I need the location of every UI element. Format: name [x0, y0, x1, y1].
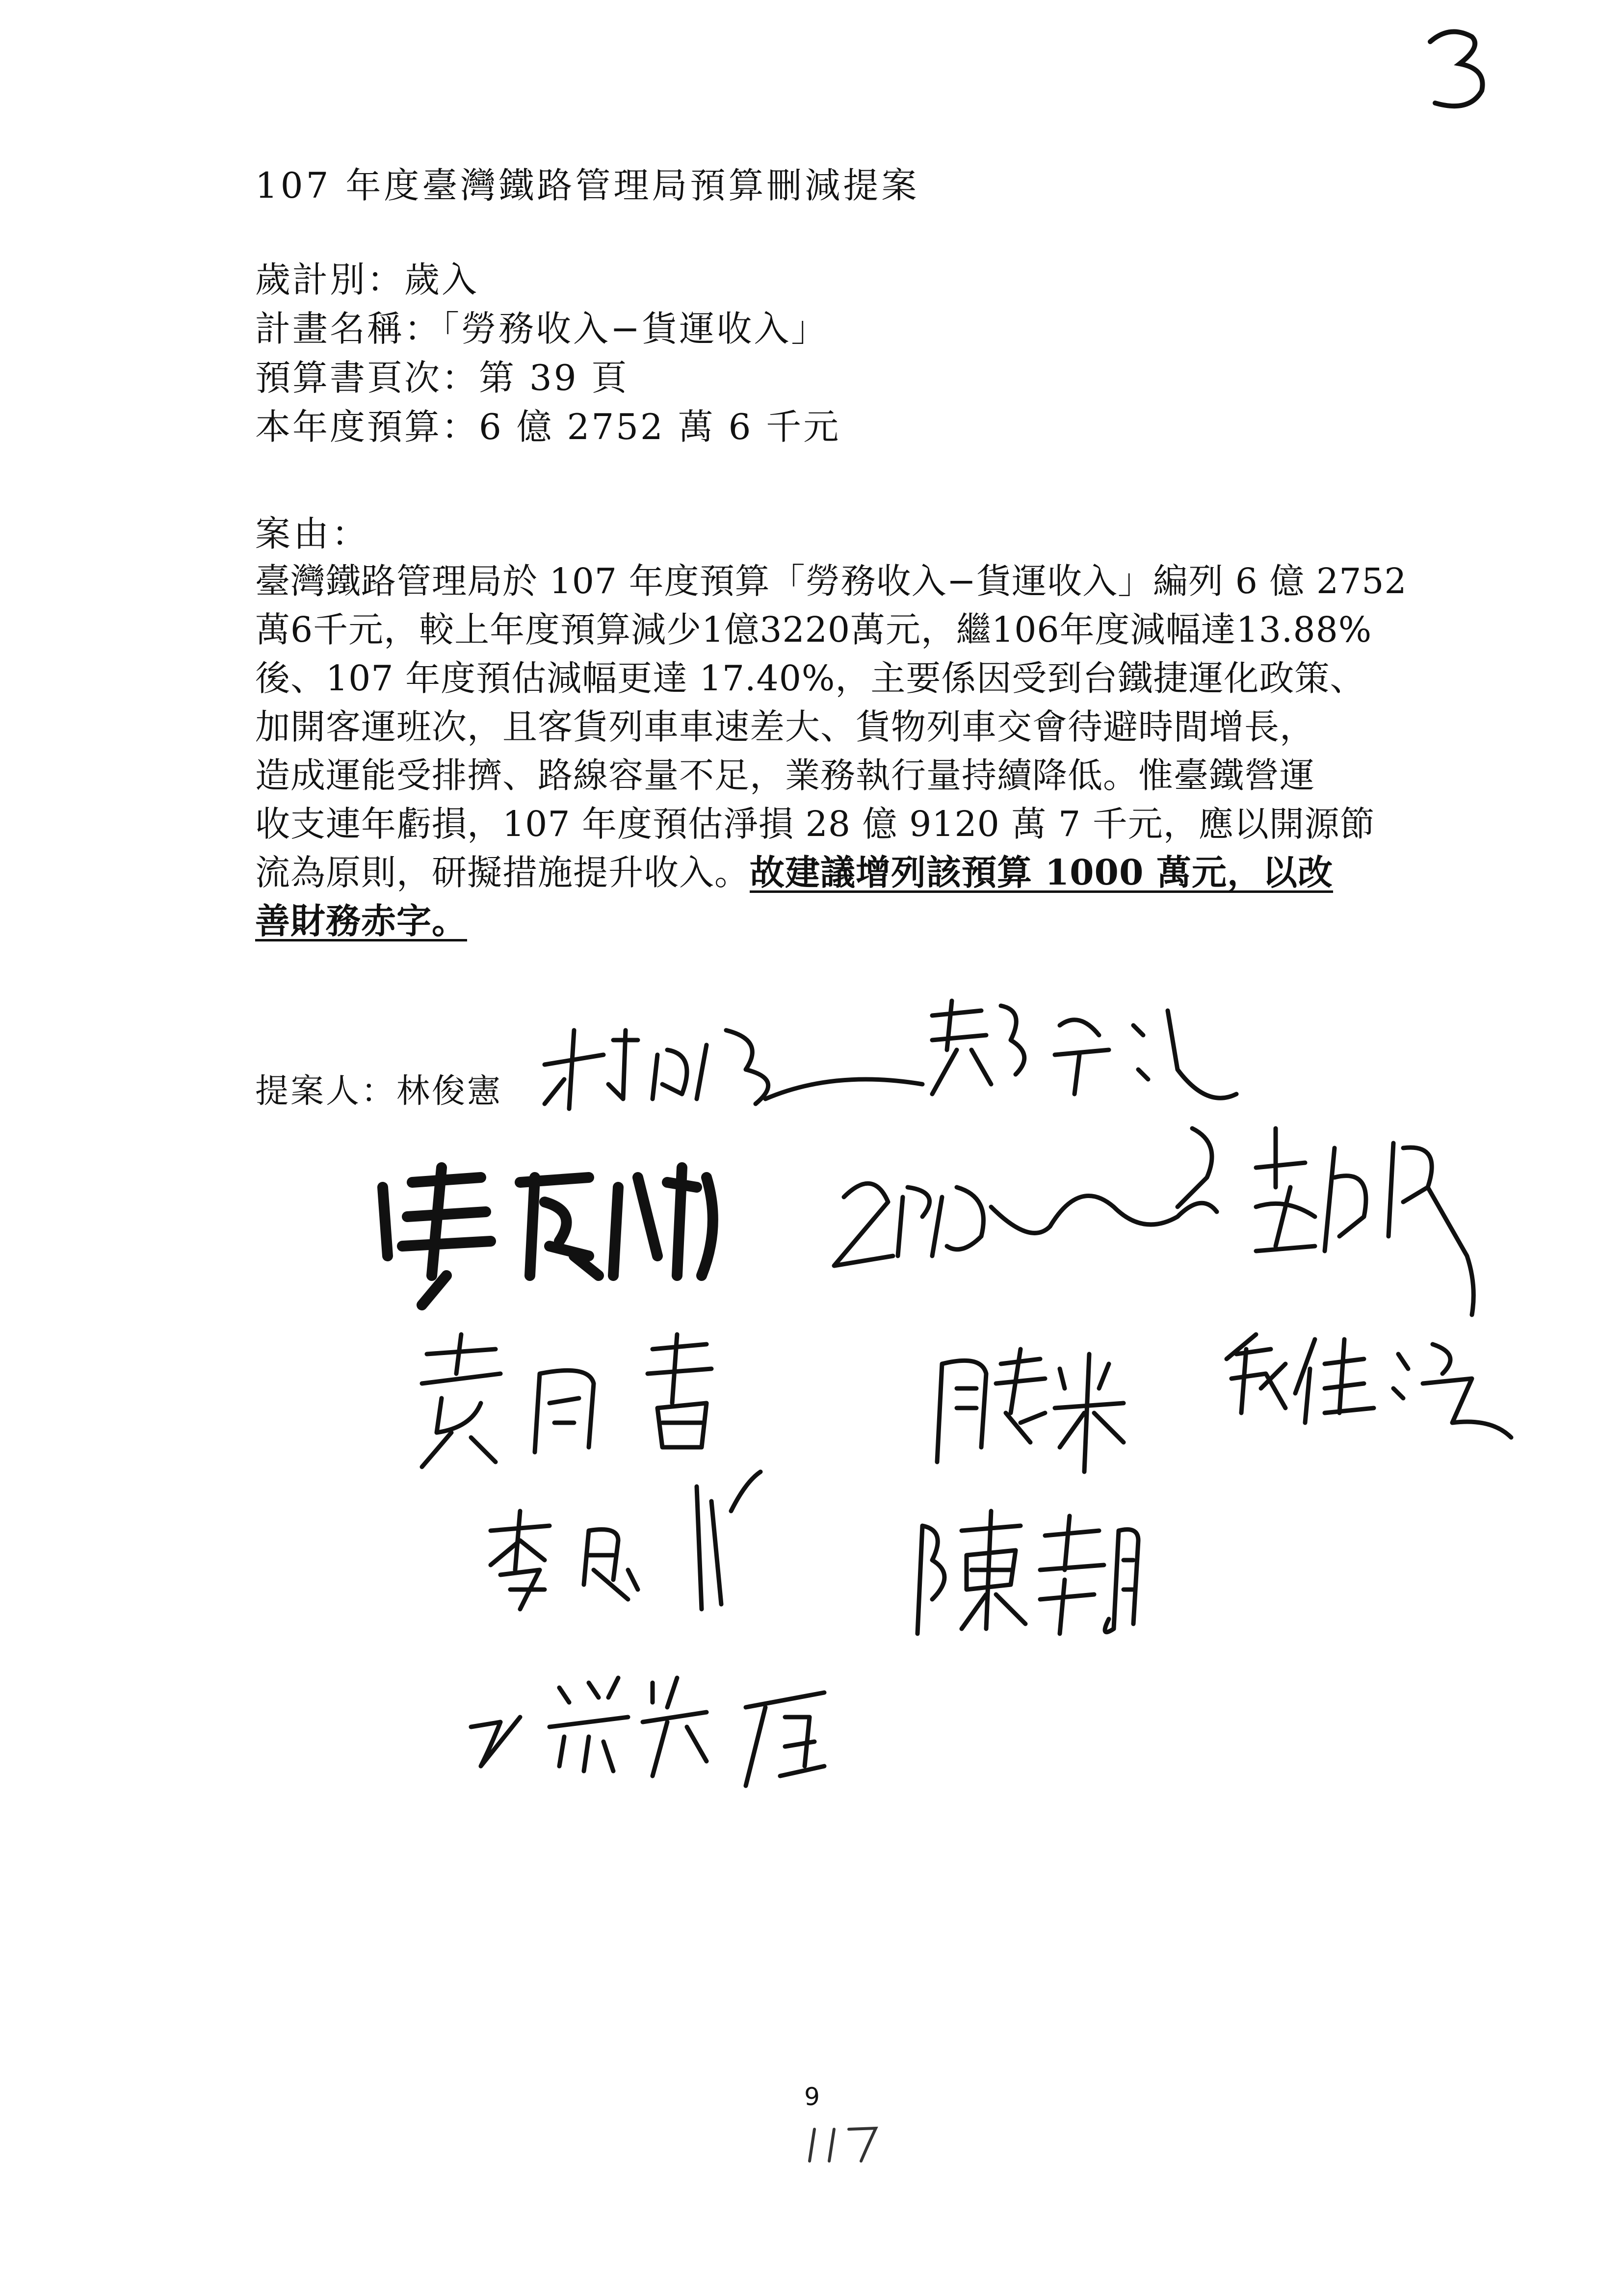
- reason-line: 造成運能受排擠、路線容量不足，業務執行量持續降低。惟臺鐵營運: [255, 755, 1315, 796]
- meta-page-ref: 預算書頁次：第 39 頁: [255, 357, 629, 398]
- signature-mark: [932, 1001, 1236, 1098]
- reason-line-plain: 流為原則，研擬措施提升收入。: [255, 852, 750, 893]
- reason-line: 萬6千元，較上年度預算減少1億3220萬元，繼106年度減幅達13.88%: [255, 609, 1372, 650]
- budget-meta: [255, 255, 840, 451]
- handwritten-page-mark: [1420, 22, 1494, 115]
- signature-mark: [1256, 1128, 1473, 1315]
- proposer-label: 提案人：林俊憲: [255, 1072, 503, 1111]
- signature-mark: [937, 1349, 1124, 1472]
- signature-mark: [1227, 1334, 1511, 1437]
- reason-line: 收支連年虧損，107 年度預估淨損 28 億 9120 萬 7 千元，應以開源節: [255, 804, 1375, 844]
- signature-mark: [834, 1128, 1217, 1266]
- meta-category: 歲計別：歲入: [255, 259, 479, 300]
- reason-line: 臺灣鐵路管理局於 107 年度預算「勞務收入−貨運收入」編列 6 億 2752: [255, 561, 1407, 601]
- reason-label: 案由：: [255, 513, 370, 554]
- signature-mark: [383, 1168, 713, 1305]
- signature-mark: [545, 1030, 922, 1109]
- reason-body: [255, 557, 1407, 945]
- page-number: 9: [804, 2083, 820, 2111]
- signature-mark: [491, 1472, 760, 1609]
- handwritten-stamp-number: [795, 2114, 893, 2173]
- reason-line: [255, 897, 1393, 945]
- reason-emphasis: 善財務赤字。: [255, 900, 468, 941]
- reason-emphasis: 故建議增列該預算 1000 萬元，以改: [750, 852, 1334, 893]
- document-title: 107 年度臺灣鐵路管理局預算刪減提案: [255, 165, 920, 206]
- meta-budget: 本年度預算：6 億 2752 萬 6 千元: [255, 406, 841, 447]
- signature-mark: [422, 1334, 711, 1467]
- signature-mark: [917, 1511, 1138, 1634]
- meta-plan-name: 計畫名稱：「勞務收入−貨運收入」: [255, 308, 829, 349]
- reason-line: [255, 848, 1393, 897]
- reason-line: 後、107 年度預估減幅更達 17.40%，主要係因受到台鐵捷運化政策、: [255, 658, 1365, 699]
- signature-mark: [471, 1678, 824, 1786]
- reason-line: 加開客運班次，且客貨列車車速差大、貨物列車交會待避時間增長，: [255, 706, 1315, 747]
